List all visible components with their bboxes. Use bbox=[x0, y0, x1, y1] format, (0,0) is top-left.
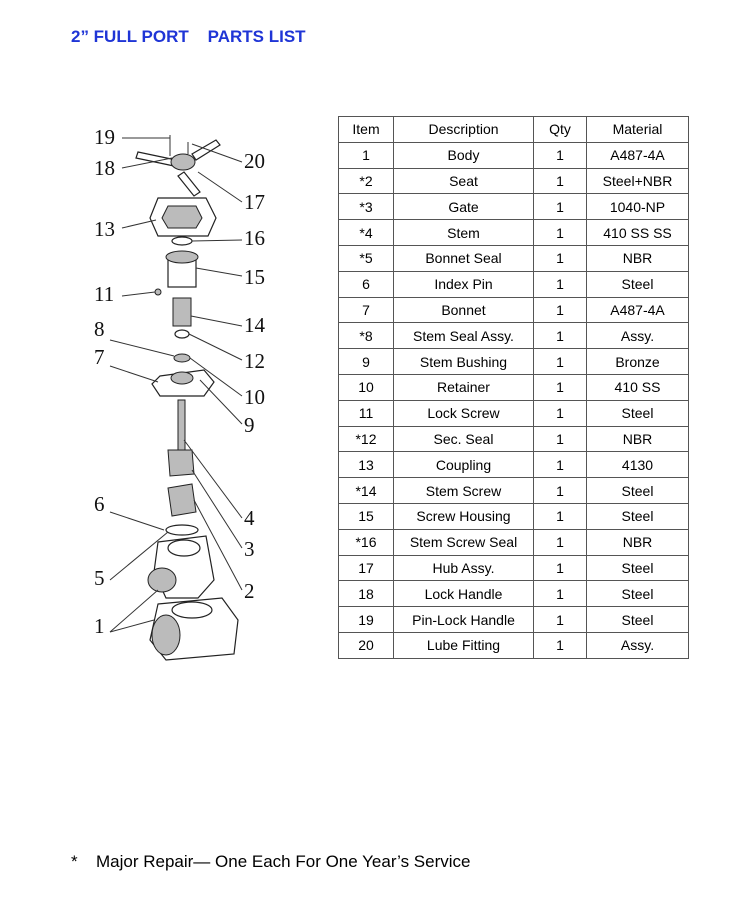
cell-item: *12 bbox=[339, 426, 394, 452]
table-row bbox=[339, 503, 689, 529]
cell-material: 410 SS SS bbox=[587, 220, 689, 246]
diagram-label-18: 18 bbox=[94, 156, 115, 180]
cell-item: 1 bbox=[339, 142, 394, 168]
footnote bbox=[71, 852, 471, 872]
seat-drawing bbox=[168, 484, 196, 516]
cell-qty: 1 bbox=[534, 426, 587, 452]
diagram-label-20: 20 bbox=[244, 149, 265, 173]
diagram-label-1: 1 bbox=[94, 614, 105, 638]
header-description: Description bbox=[394, 117, 534, 143]
exploded-view-svg bbox=[88, 120, 288, 680]
footnote-text: Major Repair— One Each For One Year’s Service bbox=[96, 852, 471, 871]
cell-description: Hub Assy. bbox=[394, 555, 534, 581]
table-row bbox=[339, 452, 689, 478]
cell-item: 11 bbox=[339, 400, 394, 426]
diagram-label-16: 16 bbox=[244, 226, 265, 250]
table-row bbox=[339, 220, 689, 246]
table-row bbox=[339, 555, 689, 581]
cell-qty: 1 bbox=[534, 323, 587, 349]
cell-description: Lock Handle bbox=[394, 581, 534, 607]
table-row bbox=[339, 581, 689, 607]
cell-description: Coupling bbox=[394, 452, 534, 478]
cell-material: Steel bbox=[587, 555, 689, 581]
cell-item: 15 bbox=[339, 503, 394, 529]
table-row bbox=[339, 632, 689, 658]
cell-material: Steel bbox=[587, 478, 689, 504]
cell-material: Bronze bbox=[587, 349, 689, 375]
cell-material: NBR bbox=[587, 245, 689, 271]
handle-assembly-drawing bbox=[136, 135, 220, 196]
table-row bbox=[339, 194, 689, 220]
diagram-label-2: 2 bbox=[244, 579, 255, 603]
cell-qty: 1 bbox=[534, 349, 587, 375]
cell-item: 13 bbox=[339, 452, 394, 478]
cell-qty: 1 bbox=[534, 478, 587, 504]
bonnet-drawing bbox=[152, 370, 214, 396]
footnote-asterisk: * bbox=[71, 852, 78, 871]
table-row bbox=[339, 297, 689, 323]
cell-description: Body bbox=[394, 142, 534, 168]
cell-item: *14 bbox=[339, 478, 394, 504]
cell-item: 20 bbox=[339, 632, 394, 658]
cell-qty: 1 bbox=[534, 400, 587, 426]
table-row bbox=[339, 426, 689, 452]
cell-qty: 1 bbox=[534, 529, 587, 555]
cell-material: A487-4A bbox=[587, 142, 689, 168]
cell-description: Seat bbox=[394, 168, 534, 194]
parts-table bbox=[338, 116, 689, 659]
cell-material: 4130 bbox=[587, 452, 689, 478]
diagram-label-15: 15 bbox=[244, 265, 265, 289]
cell-material: NBR bbox=[587, 426, 689, 452]
cell-qty: 1 bbox=[534, 168, 587, 194]
stem-screw-drawing bbox=[173, 298, 191, 326]
cell-description: Gate bbox=[394, 194, 534, 220]
cell-item: 6 bbox=[339, 271, 394, 297]
coupling-drawing bbox=[150, 198, 216, 236]
header-qty: Qty bbox=[534, 117, 587, 143]
cell-description: Pin-Lock Handle bbox=[394, 607, 534, 633]
cell-item: 7 bbox=[339, 297, 394, 323]
cell-material: A487-4A bbox=[587, 297, 689, 323]
cell-description: Stem Screw bbox=[394, 478, 534, 504]
cell-item: *2 bbox=[339, 168, 394, 194]
cell-description: Retainer bbox=[394, 374, 534, 400]
cell-qty: 1 bbox=[534, 374, 587, 400]
diagram-label-6: 6 bbox=[94, 492, 105, 516]
cell-material: 410 SS bbox=[587, 374, 689, 400]
cell-qty: 1 bbox=[534, 245, 587, 271]
table-row bbox=[339, 271, 689, 297]
cell-item: 19 bbox=[339, 607, 394, 633]
diagram-label-3: 3 bbox=[244, 537, 255, 561]
cell-qty: 1 bbox=[534, 607, 587, 633]
exploded-valve-diagram bbox=[88, 120, 288, 680]
header-material: Material bbox=[587, 117, 689, 143]
cell-description: Lock Screw bbox=[394, 400, 534, 426]
cell-description: Stem bbox=[394, 220, 534, 246]
cell-material: NBR bbox=[587, 529, 689, 555]
cell-qty: 1 bbox=[534, 220, 587, 246]
table-row bbox=[339, 607, 689, 633]
table-row bbox=[339, 374, 689, 400]
diagram-label-5: 5 bbox=[94, 566, 105, 590]
cell-item: *8 bbox=[339, 323, 394, 349]
screw-housing-drawing bbox=[166, 251, 198, 287]
diagram-label-17: 17 bbox=[244, 190, 265, 214]
cell-qty: 1 bbox=[534, 632, 587, 658]
diagram-label-7: 7 bbox=[94, 345, 105, 369]
body-drawing bbox=[148, 536, 238, 660]
cell-qty: 1 bbox=[534, 194, 587, 220]
cell-item: 9 bbox=[339, 349, 394, 375]
cell-description: Stem Screw Seal bbox=[394, 529, 534, 555]
cell-material: Steel bbox=[587, 271, 689, 297]
cell-item: *4 bbox=[339, 220, 394, 246]
cell-item: *3 bbox=[339, 194, 394, 220]
cell-description: Index Pin bbox=[394, 271, 534, 297]
cell-item: 18 bbox=[339, 581, 394, 607]
diagram-label-14: 14 bbox=[244, 313, 265, 337]
table-row bbox=[339, 400, 689, 426]
table-row bbox=[339, 168, 689, 194]
cell-qty: 1 bbox=[534, 297, 587, 323]
diagram-label-11: 11 bbox=[94, 282, 115, 306]
table-row bbox=[339, 349, 689, 375]
cell-item: *5 bbox=[339, 245, 394, 271]
page-title: 2” FULL PORT PARTS LIST bbox=[71, 27, 306, 46]
cell-material: 1040-NP bbox=[587, 194, 689, 220]
cell-description: Bonnet Seal bbox=[394, 245, 534, 271]
cell-item: *16 bbox=[339, 529, 394, 555]
table-row bbox=[339, 478, 689, 504]
table-row bbox=[339, 142, 689, 168]
cell-description: Stem Bushing bbox=[394, 349, 534, 375]
cell-item: 17 bbox=[339, 555, 394, 581]
cell-material: Steel bbox=[587, 503, 689, 529]
cell-description: Screw Housing bbox=[394, 503, 534, 529]
cell-qty: 1 bbox=[534, 452, 587, 478]
cell-qty: 1 bbox=[534, 503, 587, 529]
cell-description: Bonnet bbox=[394, 297, 534, 323]
cell-description: Lube Fitting bbox=[394, 632, 534, 658]
cell-description: Stem Seal Assy. bbox=[394, 323, 534, 349]
diagram-label-13: 13 bbox=[94, 217, 115, 241]
gate-drawing bbox=[168, 450, 194, 476]
table-row bbox=[339, 529, 689, 555]
cell-material: Assy. bbox=[587, 323, 689, 349]
cell-description: Sec. Seal bbox=[394, 426, 534, 452]
table-row bbox=[339, 245, 689, 271]
cell-item: 10 bbox=[339, 374, 394, 400]
cell-material: Steel bbox=[587, 607, 689, 633]
table-row bbox=[339, 323, 689, 349]
diagram-label-12: 12 bbox=[244, 349, 265, 373]
cell-qty: 1 bbox=[534, 142, 587, 168]
cell-material: Steel+NBR bbox=[587, 168, 689, 194]
diagram-label-9: 9 bbox=[244, 413, 255, 437]
cell-qty: 1 bbox=[534, 555, 587, 581]
cell-qty: 1 bbox=[534, 581, 587, 607]
cell-material: Assy. bbox=[587, 632, 689, 658]
diagram-label-19: 19 bbox=[94, 125, 115, 149]
header-item: Item bbox=[339, 117, 394, 143]
cell-material: Steel bbox=[587, 581, 689, 607]
diagram-label-4: 4 bbox=[244, 506, 255, 530]
cell-material: Steel bbox=[587, 400, 689, 426]
diagram-label-8: 8 bbox=[94, 317, 105, 341]
cell-qty: 1 bbox=[534, 271, 587, 297]
table-header-row bbox=[339, 117, 689, 143]
diagram-label-10: 10 bbox=[244, 385, 265, 409]
